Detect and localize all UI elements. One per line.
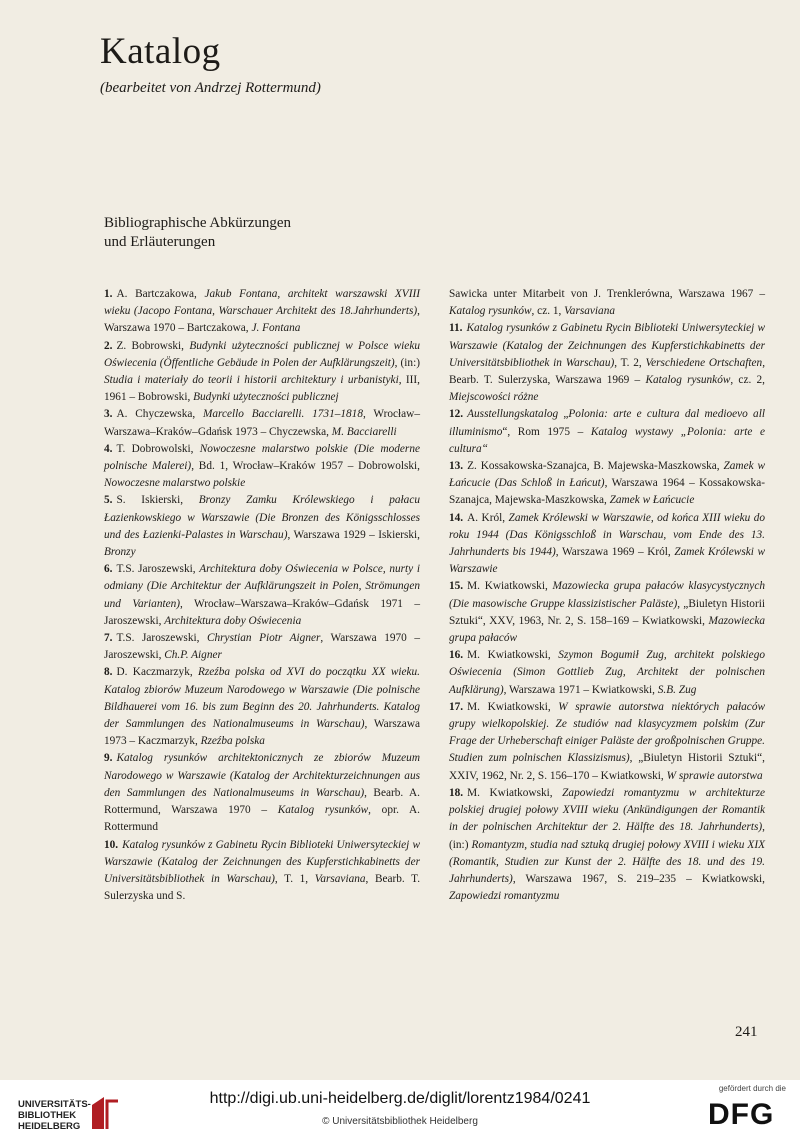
entry-title-text: Katalog rysunków xyxy=(449,305,532,318)
entry-title-text: Chrystian Piotr Aigner xyxy=(206,632,321,645)
entry-number: 7. xyxy=(104,632,113,645)
section-heading-line-1: Bibliographische Abkürzungen xyxy=(104,215,292,231)
entry-title-text: Architektura doby Oświecenia xyxy=(164,614,302,627)
bibliography-entry xyxy=(104,837,420,906)
entry-number: 16. xyxy=(449,649,464,662)
copyright-notice: © Universitätsbibliothek Heidelberg xyxy=(322,1116,478,1127)
bibliography-column-right xyxy=(449,286,765,905)
entry-text: , Warszawa 1970 – Bartczakowa, xyxy=(104,305,420,335)
bibliography-entry xyxy=(449,458,765,510)
entry-text: , Warszawa 1964 – Kossakowska-Szanajca, Majewska-Maszkowska, xyxy=(449,477,765,507)
entry-text: M. Kwiatkowski, xyxy=(467,786,563,799)
entry-text: , Warszawa 1970 – Jaroszewski, xyxy=(104,632,420,662)
entry-text: Sawicka unter Mitarbeit von J. Trenklerówna, Warszawa 1967 – xyxy=(449,288,765,300)
entry-number: 14. xyxy=(449,511,464,524)
entry-text: , T. 2, xyxy=(614,356,646,369)
bibliography-entry xyxy=(449,510,765,579)
entry-number: 18. xyxy=(449,786,464,799)
entry-title-text: Nowoczesne malarstwo polskie xyxy=(104,477,246,490)
bibliography-entry xyxy=(449,286,765,320)
page-subtitle: (bearbeitet von Andrzej Rottermund) xyxy=(100,80,321,96)
entry-text: , Wrocław–Warszawa–Kraków–Gdańsk 1973 – Chyczewska, xyxy=(104,408,420,438)
entry-number: 5. xyxy=(104,494,113,507)
entry-text: , Warszawa 1969 – Król, xyxy=(555,546,675,559)
entry-text: D. Kaczmarzyk, xyxy=(116,666,198,679)
dfg-logo[interactable]: DFG xyxy=(708,1098,775,1131)
entry-text: A. Król, xyxy=(467,511,509,524)
bibliography-entry xyxy=(104,561,420,630)
entry-text: „ xyxy=(558,408,569,421)
permalink-url[interactable]: http://digi.ub.uni-heidelberg.de/diglit/lorentz1984/0241 xyxy=(209,1090,591,1107)
bibliography-entry xyxy=(449,320,765,406)
bibliography-entry xyxy=(449,578,765,647)
entry-text: A. Bartczakowa, xyxy=(116,288,205,300)
entry-title-text: Zamek Królewski w Warszawie xyxy=(449,546,765,576)
entry-title-text: M. Bacciarelli xyxy=(331,425,397,438)
bibliography-entry xyxy=(104,630,420,664)
entry-title-text: Bronzy Zamku Królewskiego i pałacu Łazienkowskiego w Warszawie (Die Bronzen des Königsschlosses und des Łazienki-Palastes in Warschau) xyxy=(104,494,420,541)
entry-text: M. Kwiatkowski, xyxy=(467,700,559,713)
section-heading-line-2: und Erläuterungen xyxy=(104,234,216,250)
entry-number: 15. xyxy=(449,580,464,593)
entry-title-text: Katalog rysunków z Gabinetu Rycin Biblioteki Uniwersyteckiej w Warszawie (Katalog der Zeichnungen des Kupferstichkabinetts der Universitätsbibliothek in Warschau) xyxy=(104,838,420,885)
entry-text: , Wrocław–Warszawa–Kraków–Gdańsk 1971 – Jaroszewski, xyxy=(104,597,420,627)
section-heading xyxy=(104,214,291,252)
entry-text: , Bearb. T. Sulerzyska und S. xyxy=(104,872,421,903)
entry-title-text: Mazowiecka grupa pałaców klasycystycznych (Die masowische Gruppe klassizistischer Paläste) xyxy=(449,580,765,610)
entry-title-text: Mazowiecka grupa pałaców xyxy=(449,614,765,645)
entry-number: 10. xyxy=(104,838,119,851)
library-name-line-1: UNIVERSITÄTS- xyxy=(18,1099,91,1110)
bibliography-entry xyxy=(104,664,420,750)
entry-text: , opr. A. Rottermund xyxy=(104,804,420,834)
entry-number: 4. xyxy=(104,442,113,455)
bibliography-entry xyxy=(104,750,420,836)
bibliography-entry xyxy=(449,785,765,905)
entry-text: T.S. Jaroszewski, xyxy=(116,632,207,645)
bibliography-entry xyxy=(104,406,420,440)
entry-number: 9. xyxy=(104,752,113,765)
bibliography-entry xyxy=(104,441,420,493)
page-number: 241 xyxy=(735,1024,758,1040)
entry-title-text: Zapowiedzi romantyzmu xyxy=(449,890,560,903)
entry-text: S. Iskierski, xyxy=(116,494,199,507)
entry-title-text: Ch.P. Aigner xyxy=(164,649,222,662)
entry-title-text: Zamek w Łańcucie xyxy=(609,494,695,507)
entry-text: Z. Kossakowska-Szanajca, B. Majewska-Maszkowska, xyxy=(467,460,724,473)
entry-text: T. Dobrowolski, xyxy=(116,442,200,455)
entry-title-text: Polonia: arte e cultura dal medioevo all illuminismo xyxy=(449,408,765,438)
entry-text: , cz. 2, xyxy=(730,374,765,387)
entry-title-text: Varsaviana xyxy=(314,872,366,885)
entry-text: Z. Bobrowski, xyxy=(116,339,190,352)
entry-title-text: W sprawie autorstwa xyxy=(666,769,763,782)
entry-text: , Warszawa 1971 – Kwiatkowski, xyxy=(503,683,658,696)
entry-title-text: Varsaviana xyxy=(564,305,615,318)
entry-title-text: Romantyzm, studia nad sztuką drugiej połowy XVIII i wieku XIX (Romantik, Studien zur Kunst der 2. Hälfte des 18. und des 19. Jahrhunderts) xyxy=(449,838,765,885)
entry-text: , Bearb. A. Rottermund, Warszawa 1970 – xyxy=(104,786,420,817)
bibliography-entry xyxy=(449,699,765,785)
entry-text: , Warszawa 1929 – Iskierski, xyxy=(287,528,420,541)
entry-title-text: Bronzy xyxy=(104,546,136,559)
entry-text: , Bearb. T. Sulerzyska, Warszawa 1969 – xyxy=(449,356,766,387)
library-name-line-3: HEIDELBERG xyxy=(18,1121,81,1132)
bibliography-entry xyxy=(104,492,420,561)
bibliography-entry xyxy=(449,647,765,699)
entry-title-text: Ausstellungskatalog xyxy=(467,408,559,421)
bibliography-entry xyxy=(104,286,420,338)
entry-number: 2. xyxy=(104,339,113,352)
entry-title-text: W sprawie autorstwa niektórych pałaców grupy wielkopolskiej. Ze studiów nad klasycyzmem polskim (Zur Frage der Urheberschaft einiger Paläste der großpolnischen Gruppe. Studien zum polnischen Klassizismus) xyxy=(449,700,765,765)
page-title: Katalog xyxy=(100,31,221,72)
entry-title-text: Szymon Bogumił Zug, architekt polskiego Oświecenia (Simon Gottlieb Zug, Architekt der polnischen Aufklärung) xyxy=(449,649,765,696)
entry-title-text: Miejscowości różne xyxy=(449,391,539,404)
entry-number: 17. xyxy=(449,700,464,713)
entry-title-text: Budynki użyteczności publicznej w Polsce wieku Oświecenia (Öffentliche Gebäude in Polen der Aufklärungszeit) xyxy=(104,339,420,369)
entry-title-text: Katalog rysunków architektonicznych ze zbiorów Muzeum Narodowego w Warszawie (Katalog der Architekturzeichnungen aus den Sammlungen des Nationalmuseums in Warschau) xyxy=(104,752,420,799)
funder-label: gefördert durch die xyxy=(718,1084,786,1093)
entry-title-text: Katalog rysunków xyxy=(645,374,731,387)
entry-title-text: Rzeźba polska xyxy=(200,735,265,748)
entry-title-text: J. Fontana xyxy=(251,322,301,335)
entry-text: , cz. 1, xyxy=(531,305,565,318)
entry-title-text: Zapowiedzi romantyzmu w architekturze polskiej drugiej połowy XVIII wieku (Ankündigungen der Romantik in der polnischen Architektur der 2. Hälfte des 18. Jahrhunderts) xyxy=(449,786,765,834)
entry-text: , T. 1, xyxy=(274,872,315,885)
entry-text: A. Chyczewska, xyxy=(116,408,203,421)
entry-title-text: Zamek Królewski w Warszawie, od końca XIII wieku do roku 1944 (Das Königsschloß in Warschau, vom Ende des 13. Jahrhunderts bis 1944) xyxy=(449,511,765,559)
entry-title-text: Nowoczesne malarstwo polskie (Die moderne polnische Malerei) xyxy=(104,442,420,473)
entry-text: , III, 1961 – Bobrowski, xyxy=(104,374,420,404)
entry-title-text: Zamek w Łańcucie (Das Schloß in Łańcut) xyxy=(449,460,765,490)
entry-number: 8. xyxy=(104,666,113,679)
entry-title-text: Architektura doby Oświecenia w Polsce, nurty i odmiany (Die Architektur der Aufklärungszeit in Polen, Strömungen und Varianten) xyxy=(104,563,420,610)
entry-text: , (in:) xyxy=(394,356,420,369)
entry-title-text: Studia i materiały do teorii i historii architektury i urbanistyki xyxy=(104,374,399,387)
entry-text: , Warszawa 1967, S. 219–235 – Kwiatkowski, xyxy=(512,872,765,885)
library-name-line-2: BIBLIOTHEK xyxy=(18,1110,77,1121)
entry-title-text: S.B. Zug xyxy=(657,683,697,696)
entry-title-text: Katalog rysunków z Gabinetu Rycin Biblioteki Uniwersyteckiej w Warszawie (Katalog der Zeichnungen des Kupferstichkabinetts der Universitätsbibliothek in Warschau) xyxy=(449,322,765,369)
entry-title-text: Katalog wystawy „Polonia: arte e cultura“ xyxy=(449,425,765,455)
entry-number: 3. xyxy=(104,408,113,421)
entry-text: , „Biuletyn Historii Sztuki“, XXV, 1963, Nr. 2, S. 158–169 – Kwiatkowski, xyxy=(449,597,765,627)
footer-bar xyxy=(0,1080,800,1138)
bibliography-column-left xyxy=(104,286,420,905)
bibliography-entry xyxy=(104,338,420,407)
entry-text: , „Biuletyn Historii Sztuki“, XXIV, 1962, Nr. 2, S. 156–170 – Kwiatkowski, xyxy=(449,752,766,782)
entry-title-text: Katalog rysunków xyxy=(277,804,369,817)
entry-text: , Warszawa 1973 – Kaczmarzyk, xyxy=(104,718,420,748)
bibliography-entry xyxy=(449,406,765,458)
entry-title-text: Jakub Fontana, architekt warszawski XVIII wieku (Jacopo Fontana, Warschauer Architekt des 18.Jahrhunderts) xyxy=(104,288,420,318)
entry-number: 13. xyxy=(449,460,464,473)
entry-number: 12. xyxy=(449,408,464,421)
entry-number: 1. xyxy=(104,288,113,300)
entry-title-text: Verschiedene Ortschaften xyxy=(645,356,763,369)
entry-text: M. Kwiatkowski, xyxy=(467,580,553,593)
entry-number: 6. xyxy=(104,563,113,576)
entry-title-text: Budynki użyteczności publicznej xyxy=(193,391,339,404)
entry-title-text: Marcello Bacciarelli. 1731–1818 xyxy=(202,408,363,421)
entry-text: , Bd. 1, Wrocław–Kraków 1957 – Dobrowolski, xyxy=(191,460,420,473)
entry-text: , (in:) xyxy=(449,821,765,851)
entry-title-text: Rzeźba polska od XVI do początku XX wieku. Katalog zbiorów Muzeum Narodowego w Warszawie (Die polnische Bildhauerei vom 16. bis zum Beginn des 20. Jahrhunderts. Katalog der Sammlungen des Nationalmuseums in Warschau) xyxy=(104,666,420,731)
entry-text: “, Rom 1975 – xyxy=(502,425,591,438)
entry-text: T.S. Jaroszewski, xyxy=(116,563,200,576)
entry-text: M. Kwiatkowski, xyxy=(467,649,559,662)
entry-number: 11. xyxy=(449,322,463,335)
